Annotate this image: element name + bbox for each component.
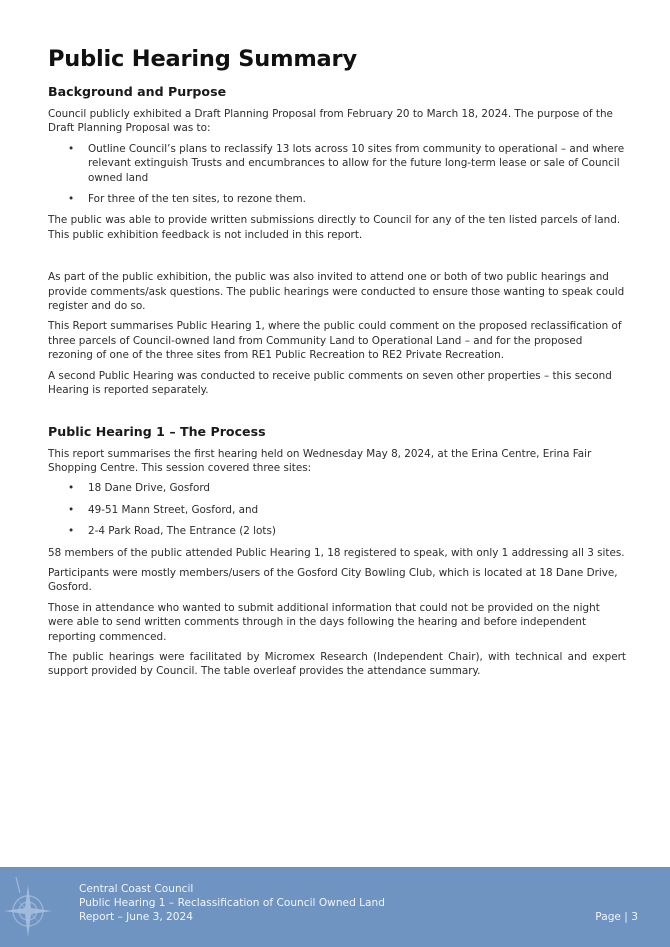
paragraph: This report summarises the first hearing held on Wednesday May 8, 2024, at the Erina Centre, Erina Fair Shopping Centre. This session covered three sites: bbox=[48, 447, 592, 474]
paragraph: The public hearings were facilitated by Micromex Research (Independent Chair), with technical and expert support provided by Council. The table overleaf provides the attendance summary. bbox=[48, 650, 626, 678]
bullet-icon: • bbox=[68, 482, 75, 495]
bullet-icon: • bbox=[68, 503, 75, 516]
paragraph: 58 members of the public attended Public Hearing 1, 18 registered to speak, with only 1 addressing all 3 sites. bbox=[48, 546, 625, 559]
compass-logo-icon bbox=[2, 871, 58, 943]
paragraph: Participants were mostly members/users of the Gosford City Bowling Club, which is located at 18 Dane Drive, Gosford. bbox=[48, 566, 618, 594]
list-item: • Outline Council’s plans to reclassify 13 lots across 10 sites from community to operational – and where relevant extinguish Trusts and encumbrances to allow for the future long-term lease or sale of Council owned land bbox=[68, 142, 625, 184]
list-item: • For three of the ten sites, to rezone them. bbox=[68, 193, 306, 206]
bullet-list-purpose bbox=[48, 142, 626, 207]
bullet-list-sites bbox=[48, 481, 626, 538]
paragraph: A second Public Hearing was conducted to receive public comments on seven other properties – this second Hearing is reported separately. bbox=[48, 369, 612, 397]
footer-text bbox=[79, 882, 385, 925]
paragraph: This Report summarises Public Hearing 1, where the public could comment on the proposed reclassification of three parcels of Council-owned land from Community Land to Operational Land – and for the proposed rezoning of one of the three sites from RE1 Public Recreation to RE2 Private Recreation. bbox=[48, 320, 622, 362]
section-heading-background: Background and Purpose bbox=[48, 84, 227, 99]
page-number: Page | 3 bbox=[595, 911, 638, 923]
list-item: • 49-51 Mann Street, Gosford, and bbox=[68, 503, 259, 516]
paragraph: The public was able to provide written submissions directly to Council for any of the ten listed parcels of land. This public exhibition feedback is not included in this report. bbox=[48, 214, 621, 241]
footer-org: Central Coast Council bbox=[79, 883, 194, 895]
bullet-icon: • bbox=[68, 142, 75, 155]
page-content bbox=[48, 46, 626, 685]
bullet-icon: • bbox=[68, 193, 75, 206]
list-item: • 2-4 Park Road, The Entrance (2 lots) bbox=[68, 525, 276, 538]
footer-doc-title: Public Hearing 1 – Reclassification of Council Owned Land bbox=[79, 897, 385, 910]
paragraph: Council publicly exhibited a Draft Planning Proposal from February 20 to March 18, 2024. The purpose of the Draft Planning Proposal was to: bbox=[48, 108, 613, 135]
page-title: Public Hearing Summary bbox=[48, 46, 357, 72]
bullet-icon: • bbox=[68, 525, 75, 538]
page-footer bbox=[0, 867, 670, 947]
section-heading-process: Public Hearing 1 – The Process bbox=[48, 423, 266, 439]
paragraph: Those in attendance who wanted to submit additional information that could not be provided on the night were able to send written comments through in the days following the hearing and before independent reporting commenced. bbox=[48, 601, 600, 643]
list-item: • 18 Dane Drive, Gosford bbox=[68, 482, 211, 495]
footer-date: Report – June 3, 2024 bbox=[79, 911, 194, 924]
paragraph: As part of the public exhibition, the public was also invited to attend one or both of two public hearings and provide comments/ask questions. The public hearings were conducted to ensure those wanting to speak could register and do so. bbox=[48, 271, 625, 313]
